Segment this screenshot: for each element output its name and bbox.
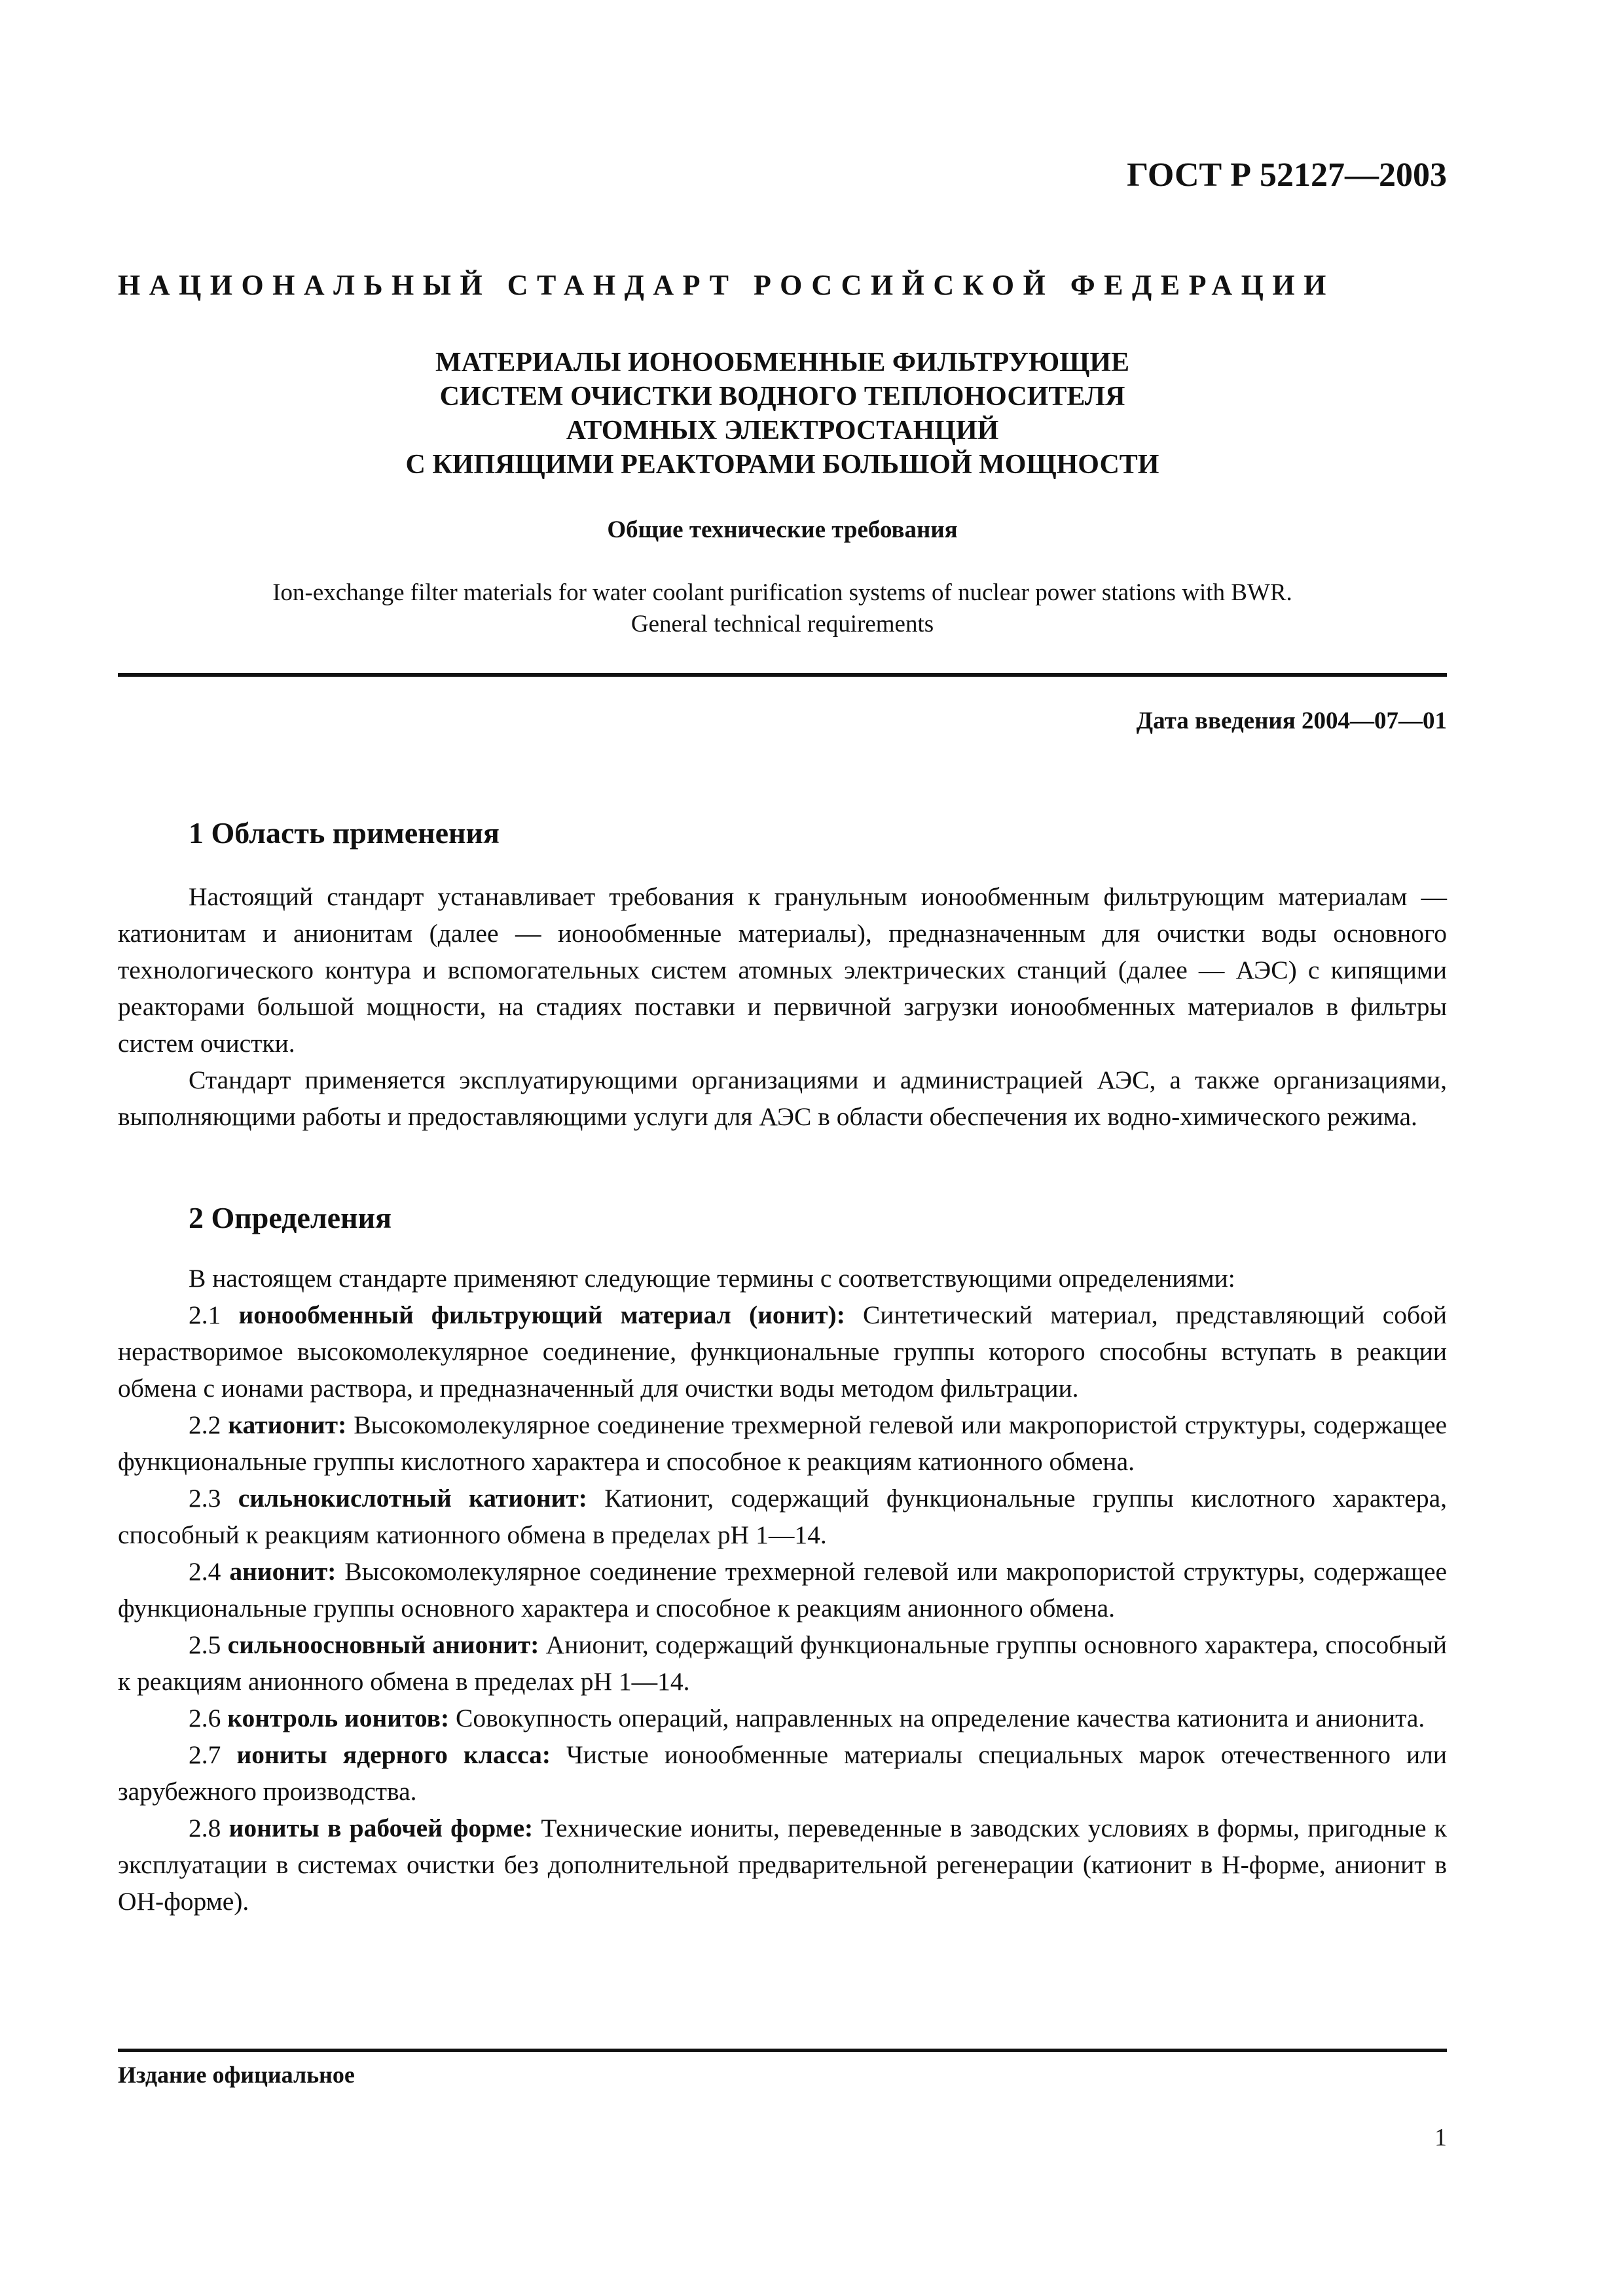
definition — [118, 1736, 1447, 1810]
definition — [118, 1553, 1447, 1626]
footer-divider — [118, 2049, 1447, 2052]
definition — [118, 1407, 1447, 1480]
definition-term: сильноосновный анионит: — [227, 1630, 539, 1659]
definition-text: Чистые ионообменные материалы специальных марок отечественного или зарубежного производства. — [118, 1740, 1448, 1806]
intro-date: Дата введения 2004—07—01 — [1136, 708, 1447, 734]
definition-term: контроль ионитов: — [227, 1704, 450, 1732]
title-line: АТОМНЫХ ЭЛЕКТРОСТАНЦИЙ — [566, 416, 999, 446]
definition-term: иониты в рабочей форме: — [228, 1814, 534, 1842]
paragraph: В настоящем стандарте применяют следующие термины с соответствующими определениями: — [189, 1264, 1235, 1293]
definition-term: анионит: — [229, 1557, 337, 1586]
doc-number: ГОСТ Р 52127—2003 — [1127, 156, 1447, 194]
definition-text: Высокомолекулярное соединение трехмерной гелевой или макропористой структуры, содержащее функциональные группы кислотного характера и способное к реакциям катионного обмена. — [118, 1410, 1448, 1476]
title-line: СИСТЕМ ОЧИСТКИ ВОДНОГО ТЕПЛОНОСИТЕЛЯ — [439, 382, 1125, 412]
section-2-body — [118, 1260, 1447, 1920]
definition-term: ионообменный фильтрующий материал (ионит): — [238, 1300, 845, 1329]
definition-number: 2.2 — [189, 1410, 221, 1439]
definition — [118, 1626, 1447, 1700]
definition-text: Технические иониты, переведенные в заводских условиях в формы, пригодные к эксплуатации в системах очистки без дополнительной предварительной регенерации (катионит в Н-форме, анионит в ОН-форме). — [118, 1814, 1447, 1916]
title-line: МАТЕРИАЛЫ ИОНООБМЕННЫЕ ФИЛЬТРУЮЩИЕ — [435, 348, 1130, 378]
title-line: С КИПЯЩИМИ РЕАКТОРАМИ БОЛЬШОЙ МОЩНОСТИ — [405, 450, 1159, 480]
definition-number: 2.7 — [189, 1740, 221, 1769]
definition-number: 2.6 — [189, 1704, 221, 1732]
definition-text: Анионит, содержащий функциональные группы основного характера, способный к реакциям анионного обмена в пределах pH 1—14. — [118, 1630, 1448, 1696]
header-divider — [118, 673, 1447, 677]
paragraph: Настоящий стандарт устанавливает требования к гранульным ионообменным фильтрующим материалам — катионитам и анионитам (далее — ионообменные материалы), предназначенным для очистки воды основного технологического контура и вспомогательных систем атомных электрических станций (далее — АЭС) с кипящими реакторами большой мощности, на стадиях поставки и первичной загрузки ионообменных материалов в фильтры систем очистки. — [118, 882, 1447, 1058]
definition-number: 2.8 — [189, 1814, 221, 1842]
definition-text: Катионит, содержащий функциональные группы кислотного характера, способный к реакциям катионного обмена в пределах pH 1—14. — [118, 1484, 1447, 1549]
paragraph: Стандарт применяется эксплуатирующими организациями и администрацией АЭС, а также организациями, выполняющими работы и предоставляющими услуги для АЭС в области обеспечения их водно-химического режима. — [118, 1066, 1447, 1131]
definition-term: катионит: — [228, 1410, 347, 1439]
definition-term: сильнокислотный катионит: — [238, 1484, 587, 1513]
definition-text: Высокомолекулярное соединение трехмерной гелевой или макропористой структуры, содержащее функциональные группы основного характера и способное к реакциям анионного обмена. — [118, 1557, 1448, 1623]
definition-term: иониты ядерного класса: — [236, 1740, 551, 1769]
section-1-body — [118, 878, 1447, 1135]
document-subtitle: Общие технические требования — [607, 516, 958, 543]
english-title-line: Ion-exchange filter materials for water coolant purification systems of nuclear power stations with BWR. — [272, 579, 1292, 606]
definition-number: 2.3 — [189, 1484, 221, 1513]
definition — [118, 1700, 1447, 1736]
english-title — [118, 577, 1447, 640]
definition-number: 2.5 — [189, 1630, 221, 1659]
definition-text: Совокупность операций, направленных на определение качества катионита и анионита. — [456, 1704, 1425, 1732]
section-1-heading: 1 Область применения — [189, 816, 500, 850]
definition-number: 2.4 — [189, 1557, 221, 1586]
definition — [118, 1297, 1447, 1407]
page-number: 1 — [1434, 2124, 1447, 2151]
definition-number: 2.1 — [189, 1300, 221, 1329]
english-title-line: General technical requirements — [630, 611, 934, 637]
definition-text: Синтетический материал, представляющий собой нерастворимое высокомолекулярное соединение, функциональные группы которого способны вступать в реакции обмена с ионами раствора, и предназначенный для очистки воды методом фильтрации. — [118, 1300, 1448, 1403]
section-2-heading: 2 Определения — [189, 1201, 392, 1234]
edition-label: Издание официальное — [118, 2062, 355, 2088]
national-standard-heading: НАЦИОНАЛЬНЫЙ СТАНДАРТ РОССИЙСКОЙ ФЕДЕРАЦИИ — [118, 269, 1335, 301]
definition — [118, 1810, 1447, 1920]
definition — [118, 1480, 1447, 1553]
document-title — [118, 346, 1447, 482]
